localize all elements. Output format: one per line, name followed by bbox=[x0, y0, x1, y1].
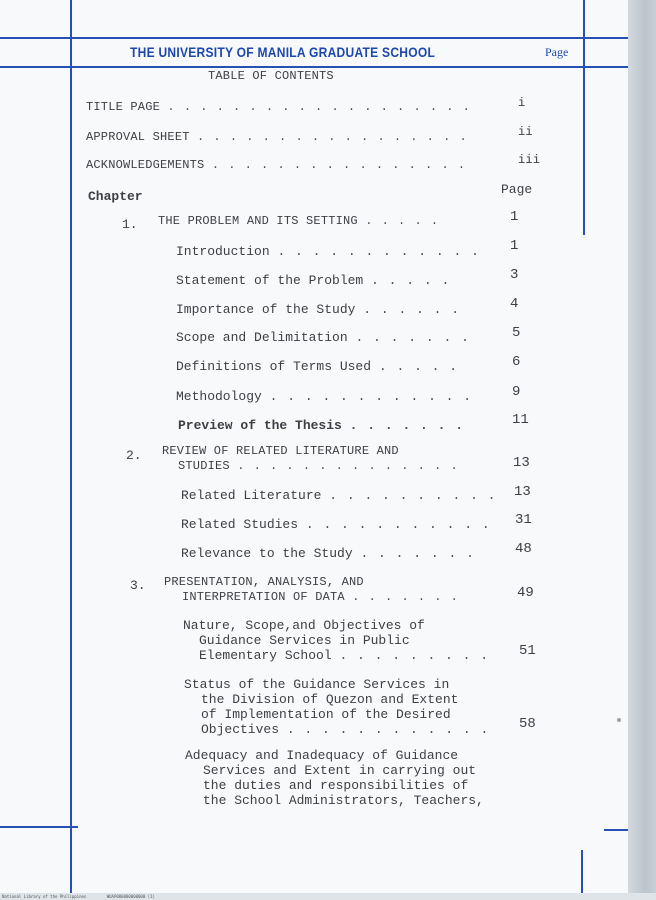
scan-edge-shadow bbox=[628, 0, 656, 900]
toc-entry-statement bbox=[176, 273, 450, 288]
toc-entry-preview bbox=[178, 418, 464, 433]
leader-dots: . . . . . bbox=[378, 359, 459, 374]
entry-label: ACKNOWLEDGEMENTS bbox=[86, 158, 205, 172]
chapter-2-title-line2 bbox=[178, 459, 459, 474]
leader-dots: . . . . . . . . . . . . bbox=[269, 389, 473, 404]
toc-page-ii: ii bbox=[518, 125, 533, 139]
entry-label: STUDIES bbox=[178, 459, 230, 473]
bottom-left-rule bbox=[0, 826, 78, 828]
toc-page-preview: 11 bbox=[512, 412, 529, 428]
chapter-2-number: 2. bbox=[126, 448, 142, 463]
entry-label: Objectives bbox=[201, 722, 280, 737]
header-title: THE UNIVERSITY OF MANILA GRADUATE SCHOOL bbox=[130, 44, 436, 60]
page-column-label: Page bbox=[501, 182, 533, 197]
leader-dots: . . . . . . . bbox=[355, 330, 470, 345]
toc-page-related-studies: 31 bbox=[515, 512, 532, 528]
left-margin-rule bbox=[70, 0, 72, 893]
right-margin-rule-bottom bbox=[581, 850, 583, 893]
leader-dots: . . . . . . . . . . . . . . bbox=[237, 459, 459, 473]
entry-label: Preview of the Thesis bbox=[178, 418, 342, 433]
toc-page-statement: 3 bbox=[510, 267, 519, 283]
chapter-3-number: 3. bbox=[130, 578, 146, 593]
entry-label: Statement of the Problem bbox=[176, 273, 364, 288]
chapter-column-label: Chapter bbox=[88, 189, 143, 204]
leader-dots: . . . . . . . . . . . . . . . . . bbox=[197, 130, 468, 144]
leader-dots: . . . . . . . bbox=[352, 590, 459, 604]
chapter-3-title-line1: PRESENTATION, ANALYSIS, AND bbox=[164, 575, 364, 589]
toc-entry-related-literature bbox=[181, 488, 496, 503]
toc-entry-adequacy-line4: the School Administrators, Teachers, bbox=[203, 793, 484, 808]
leader-dots: . . . . . . . bbox=[360, 546, 475, 561]
entry-label: Related Literature bbox=[181, 488, 322, 503]
paper-speck bbox=[617, 718, 621, 722]
toc-entry-definitions bbox=[176, 359, 458, 374]
toc-entry-related-studies bbox=[181, 517, 491, 532]
top-rule bbox=[0, 37, 628, 39]
entry-label: APPROVAL SHEET bbox=[86, 130, 190, 144]
leader-dots: . . . . . . . . . . . bbox=[305, 517, 491, 532]
leader-dots: . . . . . . . . . . . . . . . . . . . bbox=[167, 100, 471, 114]
chapter-2-title-line1: REVIEW OF RELATED LITERATURE AND bbox=[162, 444, 399, 458]
toc-page-iii: iii bbox=[518, 153, 541, 167]
bottom-right-rule bbox=[604, 829, 628, 831]
toc-entry-importance bbox=[176, 302, 460, 317]
entry-label: Introduction bbox=[176, 244, 270, 259]
toc-entry-adequacy-line2: Services and Extent in carrying out bbox=[203, 763, 477, 778]
toc-entry-status-line2: the Division of Quezon and Extent bbox=[201, 692, 459, 707]
entry-label: Elementary School bbox=[199, 648, 332, 663]
toc-entry-methodology bbox=[176, 389, 472, 404]
chapter-1-number: 1. bbox=[122, 217, 138, 232]
entry-label: Definitions of Terms Used bbox=[176, 359, 372, 374]
toc-page-relevance: 48 bbox=[515, 541, 532, 557]
toc-page-i: i bbox=[518, 96, 526, 110]
leader-dots: . . . . . . . . . . . . bbox=[277, 244, 480, 259]
toc-entry-nature-line1: Nature, Scope,and Objectives of bbox=[183, 618, 425, 633]
scan-footer bbox=[0, 893, 656, 900]
entry-label: Scope and Delimitation bbox=[176, 330, 348, 345]
leader-dots: . . . . . . . . . bbox=[339, 648, 490, 663]
toc-page-related-literature: 13 bbox=[514, 484, 531, 500]
toc-entry-relevance bbox=[181, 546, 475, 561]
right-margin-rule-top bbox=[583, 0, 585, 235]
entry-label: INTERPRETATION OF DATA bbox=[182, 590, 345, 604]
leader-dots: . . . . . . . . . . . . . . . . bbox=[211, 158, 467, 172]
toc-entry-acknowledgements bbox=[86, 158, 466, 173]
toc-page-status: 58 bbox=[519, 716, 536, 732]
chapter-3-page: 49 bbox=[517, 585, 534, 601]
toc-entry-approval-sheet bbox=[86, 130, 468, 145]
toc-page-introduction: 1 bbox=[510, 238, 519, 254]
toc-page-scope: 5 bbox=[512, 325, 521, 341]
toc-entry-status-line1: Status of the Guidance Services in bbox=[184, 677, 450, 692]
entry-label: TITLE PAGE bbox=[86, 100, 161, 114]
header-page-label: Page bbox=[545, 45, 569, 59]
leader-dots: . . . . . . bbox=[363, 302, 461, 317]
toc-entry-title-page bbox=[86, 100, 471, 115]
toc-entry-status-line4 bbox=[201, 722, 489, 737]
toc-page-nature: 51 bbox=[519, 643, 536, 659]
toc-entry-adequacy-line1: Adequacy and Inadequacy of Guidance bbox=[185, 748, 459, 763]
leader-dots: . . . . . . . bbox=[349, 418, 465, 433]
chapter-2-page: 13 bbox=[513, 455, 530, 471]
toc-entry-adequacy-line3: the duties and responsibilities of bbox=[203, 778, 469, 793]
leader-dots: . . . . . bbox=[365, 214, 440, 228]
leader-dots: . . . . . . . . . . bbox=[329, 488, 497, 503]
chapter-1-page: 1 bbox=[510, 209, 519, 225]
entry-label: THE PROBLEM AND ITS SETTING bbox=[158, 214, 358, 228]
toc-entry-nature-line3 bbox=[199, 648, 489, 663]
entry-label: Related Studies bbox=[181, 517, 299, 532]
chapter-3-title-line2 bbox=[182, 590, 459, 605]
toc-page-definitions: 6 bbox=[512, 354, 521, 370]
toc-entry-nature-line2: Guidance Services in Public bbox=[199, 633, 410, 648]
header-underline bbox=[0, 66, 628, 68]
leader-dots: . . . . . bbox=[371, 273, 451, 288]
toc-entry-scope bbox=[176, 330, 470, 345]
chapter-1-title bbox=[158, 214, 439, 229]
entry-label: Methodology bbox=[176, 389, 262, 404]
footer-right-text: WUAP000000000000 (1) bbox=[106, 894, 155, 899]
toc-entry-status-line3: of Implementation of the Desired bbox=[201, 707, 451, 722]
entry-label: Relevance to the Study bbox=[181, 546, 353, 561]
leader-dots: . . . . . . . . . . . . bbox=[286, 722, 490, 737]
toc-entry-introduction bbox=[176, 244, 480, 259]
toc-heading: TABLE OF CONTENTS bbox=[208, 69, 334, 83]
toc-page-methodology: 9 bbox=[512, 384, 521, 400]
entry-label: Importance of the Study bbox=[176, 302, 356, 317]
footer-left-text: National Library of the Philippines bbox=[2, 894, 87, 899]
toc-page-importance: 4 bbox=[510, 296, 519, 312]
